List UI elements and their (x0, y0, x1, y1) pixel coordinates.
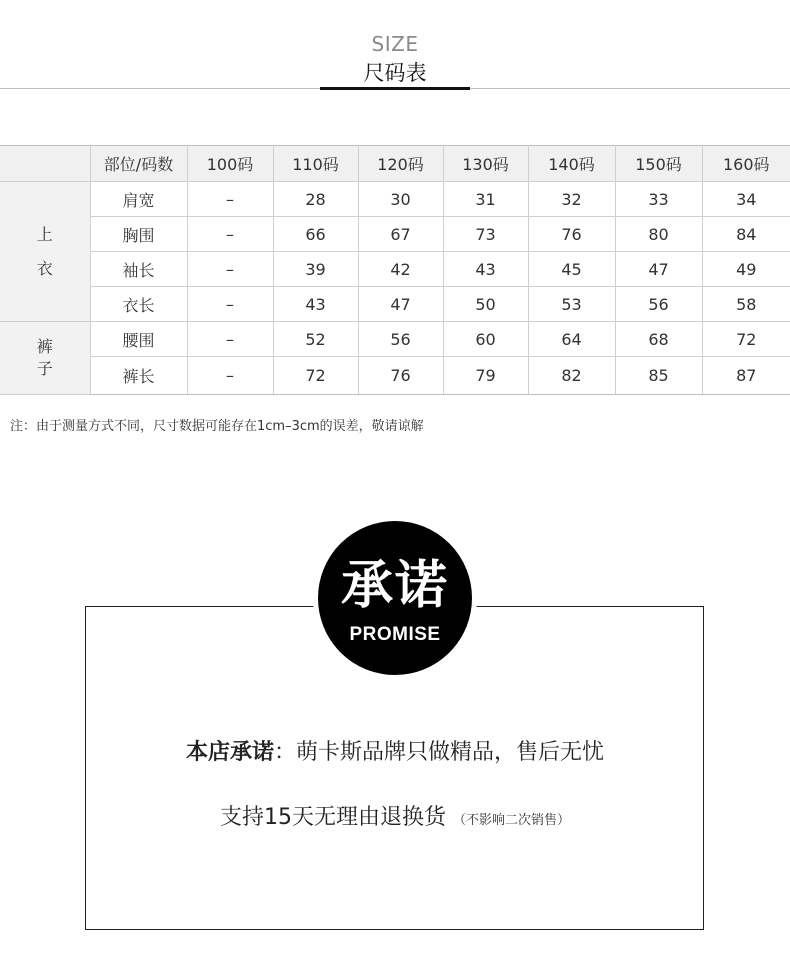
badge-title-cn: 承诺 (340, 556, 449, 616)
header-cell: 140码 (528, 146, 615, 182)
value-cell: 82 (528, 357, 615, 395)
value-cell: 47 (615, 252, 702, 287)
header-corner-cell (0, 146, 90, 182)
promise-statement-lead: 本店承诺 (185, 740, 274, 765)
value-cell: 47 (358, 287, 443, 322)
group-label-char: 裤 (36, 337, 53, 356)
promise-statement (0, 735, 790, 766)
group-label-char: 上 (36, 224, 53, 244)
value-cell: 56 (358, 322, 443, 357)
value-cell: 79 (443, 357, 528, 395)
part-cell: 裤长 (90, 357, 187, 395)
value-cell: 28 (273, 182, 358, 217)
value-cell: – (187, 182, 273, 217)
value-cell: 72 (702, 322, 790, 357)
value-cell: 45 (528, 252, 615, 287)
header-cell: 100码 (187, 146, 273, 182)
value-cell: 30 (358, 182, 443, 217)
size-title-en: SIZE (371, 32, 419, 56)
value-cell: – (187, 217, 273, 252)
table-header-row (0, 146, 790, 182)
value-cell: 39 (273, 252, 358, 287)
value-cell: – (187, 287, 273, 322)
value-cell: 31 (443, 182, 528, 217)
promise-badge (313, 516, 477, 680)
value-cell: 64 (528, 322, 615, 357)
return-policy-condition: （不影响二次销售） (452, 813, 570, 828)
return-policy-text: 支持15天无理由退换货 (219, 805, 446, 830)
measurement-note: 注：由于测量方式不同，尺寸数据可能存在1cm–3cm的误差，敬请谅解 (10, 419, 424, 434)
header-cell: 110码 (273, 146, 358, 182)
header-cell: 150码 (615, 146, 702, 182)
header-cell: 130码 (443, 146, 528, 182)
value-cell: 73 (443, 217, 528, 252)
value-cell: 85 (615, 357, 702, 395)
group-label-char: 衣 (36, 258, 53, 278)
table-row (0, 252, 790, 287)
value-cell: 53 (528, 287, 615, 322)
table-row (0, 322, 790, 357)
value-cell: 76 (528, 217, 615, 252)
title-underline (320, 87, 470, 90)
table-row (0, 182, 790, 217)
value-cell: 66 (273, 217, 358, 252)
header-cell: 部位/码数 (90, 146, 187, 182)
value-cell: 76 (358, 357, 443, 395)
size-table (0, 145, 790, 395)
value-cell: 34 (702, 182, 790, 217)
value-cell: 72 (273, 357, 358, 395)
value-cell: 80 (615, 217, 702, 252)
value-cell: 42 (358, 252, 443, 287)
value-cell: 87 (702, 357, 790, 395)
value-cell: 49 (702, 252, 790, 287)
value-cell: 58 (702, 287, 790, 322)
part-cell: 肩宽 (90, 182, 187, 217)
return-policy (0, 800, 790, 831)
value-cell: 32 (528, 182, 615, 217)
value-cell: 67 (358, 217, 443, 252)
value-cell: 68 (615, 322, 702, 357)
header-cell: 120码 (358, 146, 443, 182)
table-row (0, 357, 790, 395)
badge-title-en: PROMISE (349, 624, 441, 645)
value-cell: 43 (273, 287, 358, 322)
promise-statement-text: ：萌卡斯品牌只做精品，售后无忧 (274, 740, 605, 765)
table-row (0, 287, 790, 322)
value-cell: 50 (443, 287, 528, 322)
part-cell: 腰围 (90, 322, 187, 357)
value-cell: 43 (443, 252, 528, 287)
value-cell: – (187, 357, 273, 395)
group-label-char: 子 (36, 359, 53, 378)
part-cell: 胸围 (90, 217, 187, 252)
table-row (0, 217, 790, 252)
group-label-top (0, 182, 90, 322)
value-cell: 60 (443, 322, 528, 357)
group-label-pants (0, 322, 90, 395)
value-cell: 33 (615, 182, 702, 217)
value-cell: 84 (702, 217, 790, 252)
value-cell: 56 (615, 287, 702, 322)
part-cell: 衣长 (90, 287, 187, 322)
size-title-cn: 尺码表 (363, 61, 427, 85)
value-cell: – (187, 322, 273, 357)
value-cell: – (187, 252, 273, 287)
header-cell: 160码 (702, 146, 790, 182)
part-cell: 袖长 (90, 252, 187, 287)
value-cell: 52 (273, 322, 358, 357)
